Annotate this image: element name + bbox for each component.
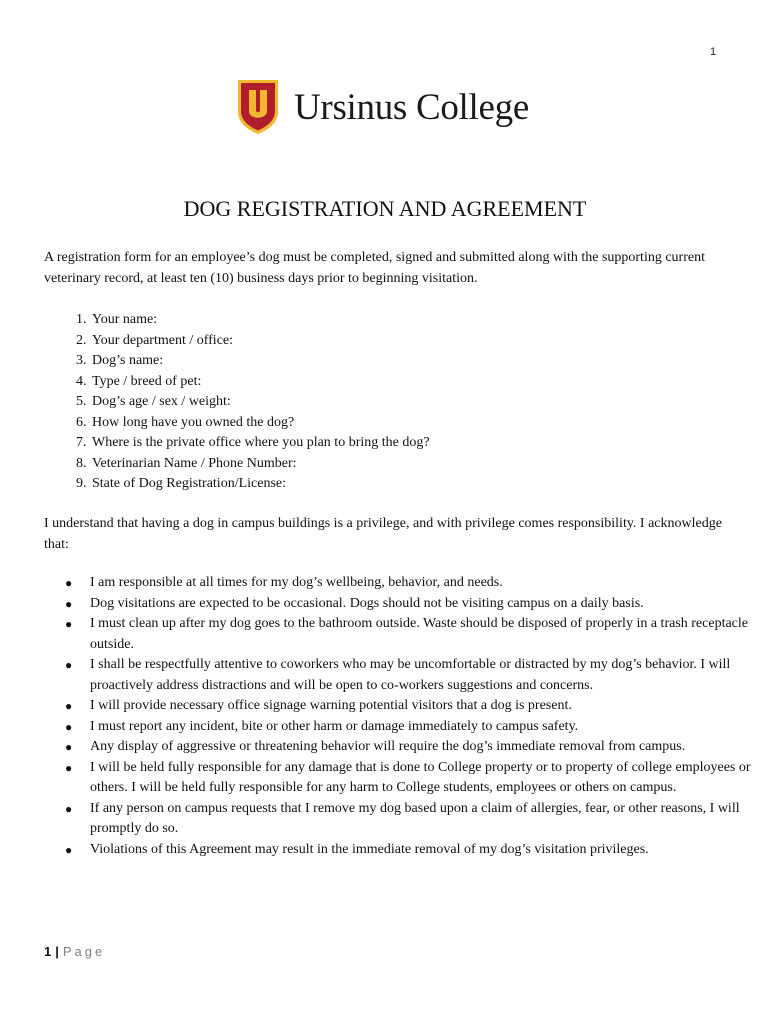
bullet-icon: ● — [65, 740, 73, 754]
question-item: 3. Dog’s name: — [90, 351, 770, 372]
bullet-icon: ● — [65, 719, 73, 734]
bullet-icon: ● — [65, 596, 73, 611]
footer-separator: | — [55, 944, 59, 959]
bullet-icon: ● — [65, 801, 73, 816]
bullet-icon: ● — [65, 699, 73, 713]
pledge-text: I must report any incident, bite or other harm or damage immediately to campus safety. — [90, 718, 579, 734]
pledge-item — [65, 717, 760, 738]
pledge-text: Violations of this Agreement may result in the immediate removal of my dog’s visitation privileges. — [90, 841, 649, 857]
question-item: 2. Your department / office: — [90, 331, 770, 352]
bullet-icon: ● — [65, 617, 73, 631]
pledge-text: Any display of aggressive or threatening behavior will require the dog’s immediate removal from campus. — [90, 739, 686, 754]
bullet-icon: ● — [65, 842, 73, 857]
document-title: DOG REGISTRATION AND AGREEMENT — [183, 196, 587, 221]
pledge-item — [65, 655, 760, 696]
pledge-text: If any person on campus requests that I remove my dog based upon a claim of allergies, fear, or other reasons, I will promptly do so. — [90, 800, 740, 836]
question-item: 9. State of Dog Registration/License: — [90, 474, 770, 495]
pledge-item — [65, 594, 760, 615]
question-item: 6. How long have you owned the dog? — [90, 413, 770, 434]
pledge-item — [65, 799, 760, 840]
question-item: 5. Dog’s age / sex / weight: — [90, 392, 770, 413]
college-logo — [236, 78, 529, 136]
bullet-icon: ● — [65, 658, 73, 672]
footer-page-number: 1 — [44, 944, 52, 959]
pledge-item — [65, 696, 760, 717]
pledge-text: Dog visitations are expected to be occasional. Dogs should not be visiting campus on a daily basis. — [90, 595, 644, 611]
college-name: Ursinus College — [294, 86, 529, 128]
footer-page-word: Page — [62, 944, 106, 959]
pledge-text: I shall be respectfully attentive to coworkers who may be uncomfortable or distracted by my dog’s behavior. I will proactively address distractions and will be open to co-workers suggestions and concerns. — [90, 657, 731, 693]
bullet-icon: ● — [65, 576, 73, 590]
pledge-text: I must clean up after my dog goes to the bathroom outside. Waste should be disposed of properly in a trash receptacle outside. — [90, 616, 748, 652]
shield-icon — [236, 78, 280, 136]
pledge-item — [65, 737, 760, 758]
bullet-icon: ● — [65, 760, 73, 775]
question-item: 7. Where is the private office where you plan to bring the dog? — [90, 433, 770, 454]
pledge-list — [44, 573, 760, 860]
pledge-text: I will provide necessary office signage warning potential visitors that a dog is present. — [90, 698, 572, 713]
pledge-item — [65, 758, 760, 799]
question-item: 8. Veterinarian Name / Phone Number: — [90, 454, 770, 475]
page-number-top: 1 — [710, 46, 717, 58]
question-item: 1. Your name: — [90, 310, 770, 331]
pledge-item — [65, 840, 760, 861]
pledge-item — [65, 614, 760, 655]
question-item: 4. Type / breed of pet: — [90, 372, 770, 393]
page-footer — [44, 944, 105, 959]
intro-paragraph: A registration form for an employee’s dog must be completed, signed and submitted along with the supporting current veterinary record, at least ten (10) business days prior to beginning visitation. — [44, 250, 705, 286]
acknowledgement-paragraph: I understand that having a dog in campus buildings is a privilege, and with privilege comes responsibility. I acknowledge that: — [44, 516, 722, 552]
registration-questions — [44, 310, 770, 495]
pledge-item — [65, 573, 760, 594]
pledge-text: I am responsible at all times for my dog’s wellbeing, behavior, and needs. — [90, 575, 503, 590]
pledge-text: I will be held fully responsible for any damage that is done to College property or to property of college employees or others. I will be held fully responsible for any harm to College students, employees or others on campus. — [90, 759, 751, 795]
